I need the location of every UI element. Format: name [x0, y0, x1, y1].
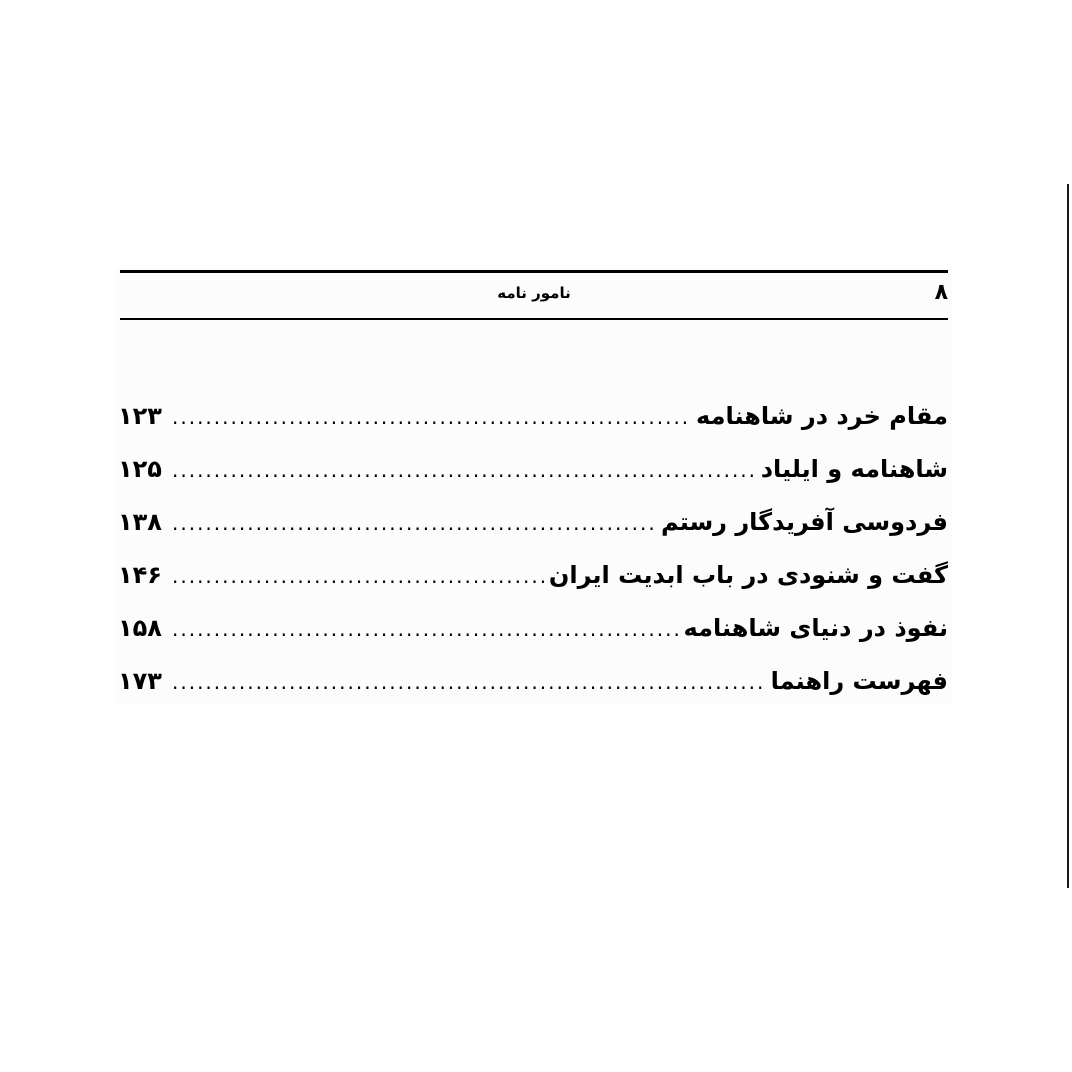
toc-leader-dots — [172, 450, 757, 490]
toc-entry-title: گفت و شنودی در باب ابدیت ایران — [548, 561, 948, 589]
table-of-contents — [118, 396, 948, 714]
toc-entry-title: شاهنامه و ایلیاد — [760, 455, 948, 483]
toc-entry — [118, 608, 948, 661]
page-number: ۸ — [934, 280, 948, 305]
toc-leader-dots — [172, 609, 680, 649]
toc-leader-dots — [172, 556, 545, 596]
toc-leader-dots — [172, 662, 767, 702]
toc-entry-title: نفوذ در دنیای شاهنامه — [683, 614, 948, 642]
toc-entry-title: فردوسی آفریدگار رستم — [660, 508, 948, 536]
running-title: نامور نامه — [497, 284, 571, 302]
toc-entry — [118, 396, 948, 449]
toc-entry — [118, 555, 948, 608]
toc-entry-title: فهرست راهنما — [770, 667, 948, 695]
toc-entry-page: ۱۴۶ — [118, 561, 162, 589]
header-rule-top — [120, 270, 948, 273]
toc-entry-title: مقام خرد در شاهنامه — [696, 402, 948, 430]
toc-leader-dots — [172, 397, 692, 437]
toc-entry-page: ۱۵۸ — [118, 614, 162, 642]
toc-entry-page: ۱۲۳ — [118, 402, 162, 430]
toc-entry-page: ۱۲۵ — [118, 455, 162, 483]
toc-entry — [118, 661, 948, 714]
toc-leader-dots — [172, 503, 657, 543]
toc-entry-page: ۱۳۸ — [118, 508, 162, 536]
header-rule-bottom — [120, 318, 948, 320]
toc-entry-page: ۱۷۳ — [118, 667, 162, 695]
toc-entry — [118, 449, 948, 502]
scan-edge-line — [1067, 184, 1069, 888]
page-header — [120, 276, 948, 318]
toc-entry — [118, 502, 948, 555]
